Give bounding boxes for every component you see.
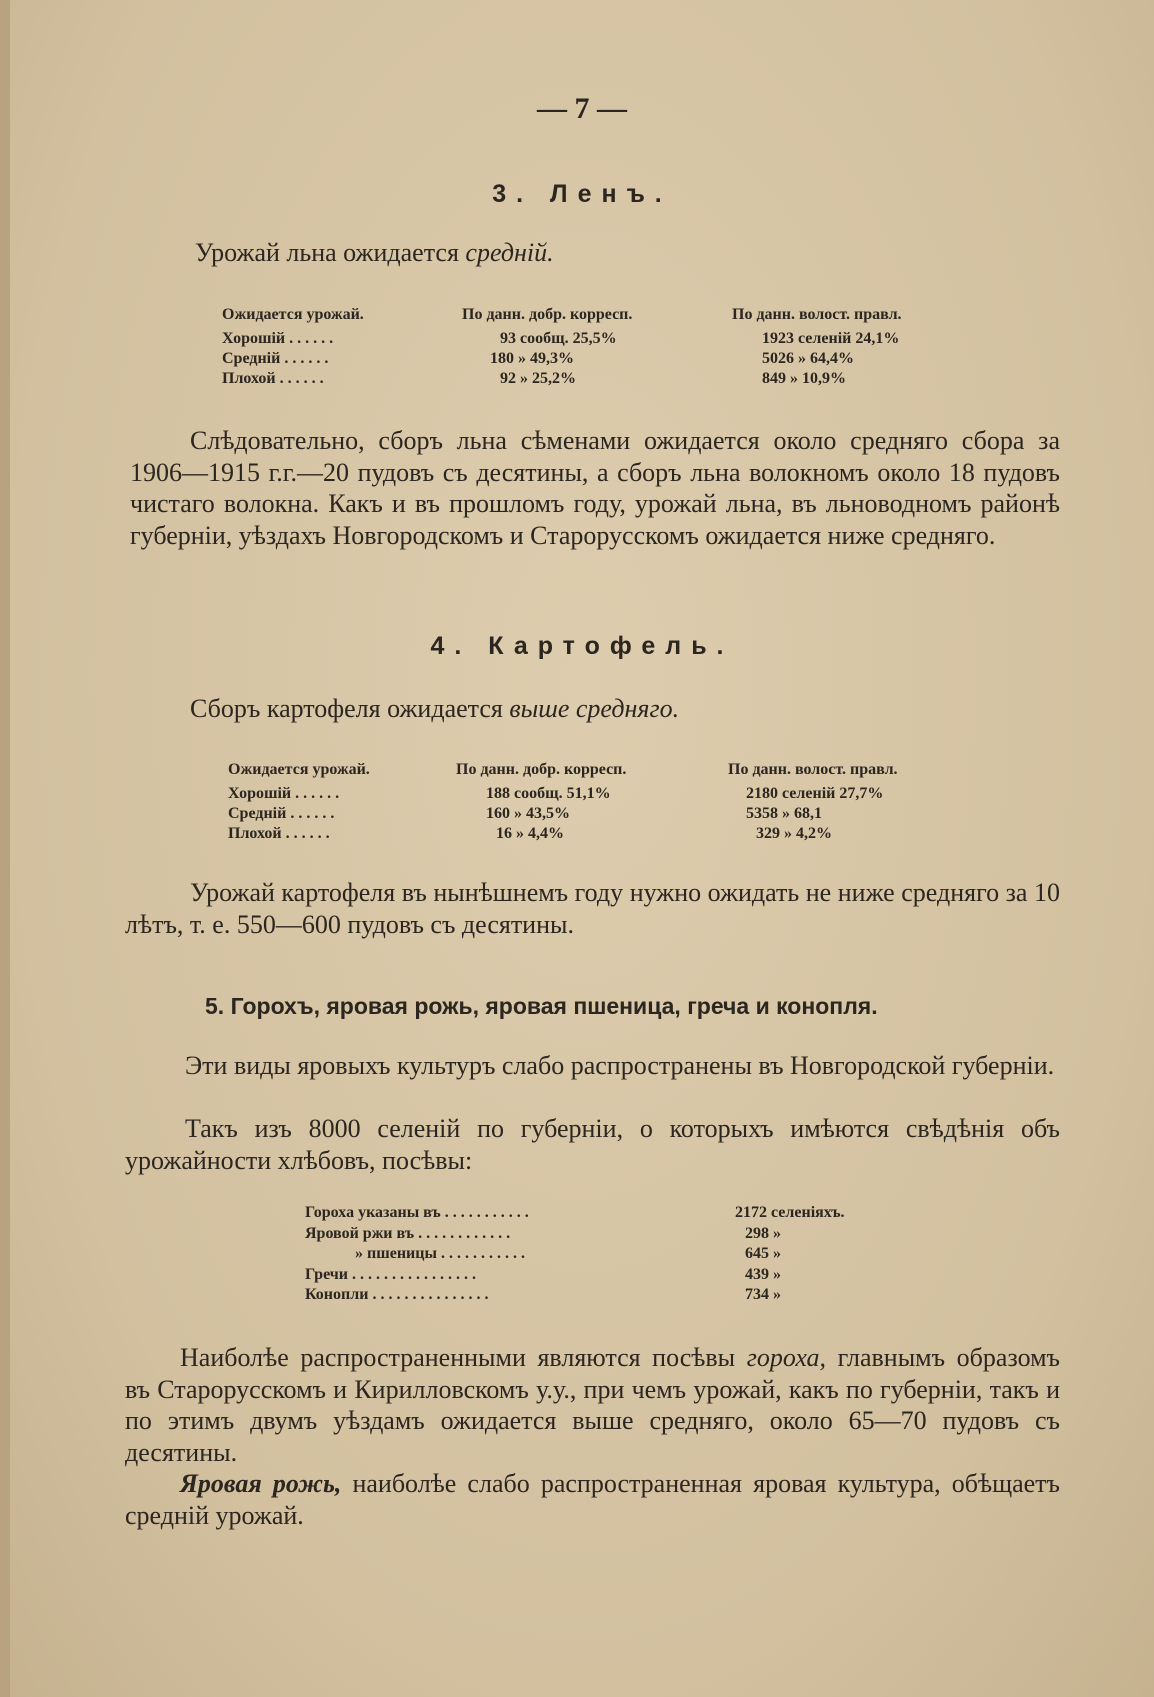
row-correspondents: 160 » 43,5%: [486, 805, 570, 822]
section-5-paragraph-1: Эти виды яровыхъ культуръ слабо распространены въ Новгородской губерніи.: [185, 1051, 1055, 1080]
row-volost: 329 » 4,2%: [756, 825, 832, 842]
row-label: Плохой . . . . . .: [228, 825, 330, 842]
sown-label: » пшеницы . . . . . . . . . . .: [355, 1245, 525, 1262]
section-4-title: 4. Картофель.: [430, 632, 734, 660]
section-5-paragraph-2: Такъ изъ 8000 селеній по губерніи, о которыхъ имѣются свѣдѣнія объ урожайности хлѣбовъ, посѣвы:: [125, 1114, 1060, 1175]
page-number: — 7 —: [537, 92, 627, 125]
intro-emphasis: средній.: [465, 238, 554, 267]
section-5-paragraph-3: [125, 1342, 1060, 1468]
sown-value: 645 »: [745, 1245, 781, 1262]
row-volost: 2180 селеній 27,7%: [746, 785, 884, 802]
table-row: [228, 804, 998, 824]
header-volost: По данн. волост. правл.: [732, 306, 902, 323]
row-label: Плохой . . . . . .: [222, 370, 324, 387]
section-5-paragraph-4: [125, 1468, 1060, 1531]
row-label: Средній . . . . . .: [228, 805, 335, 822]
section-4-table: [228, 760, 998, 844]
sown-label: Гороха указаны въ . . . . . . . . . . .: [305, 1204, 529, 1221]
sown-label: Яровой ржи въ . . . . . . . . . . . .: [305, 1224, 511, 1242]
paragraph-text: главнымъ образомъ въ Старорусскомъ и Кирилловскомъ у.у., при чемъ урожай, какъ по губерніи, такъ и по этимъ двумъ уѣздамъ ожидается выше средняго, около 65—70 пудовъ съ десятины.: [125, 1343, 1060, 1467]
row-correspondents: 93 сообщ. 25,5%: [500, 330, 617, 347]
row-volost: 5358 » 68,1: [746, 805, 822, 822]
header-expected: Ожидается урожай.: [228, 761, 370, 778]
row-correspondents: 16 » 4,4%: [496, 825, 564, 842]
section-4-paragraph: Урожай картофеля въ нынѣшнемъ году нужно ожидать не ниже средняго за 10 лѣтъ, т. е. 550—600 пудовъ съ десятины.: [125, 878, 1060, 939]
section-4-intro: [190, 693, 990, 725]
intro-text: Сборъ картофеля ожидается: [190, 694, 510, 723]
paragraph-emphasis: Яровая рожь,: [180, 1469, 342, 1498]
section-3-title: 3. Ленъ.: [492, 180, 672, 208]
intro-emphasis: выше средняго.: [509, 694, 680, 723]
row-label: Хорошій . . . . . .: [228, 785, 340, 802]
row-correspondents: 180 » 49,3%: [490, 350, 574, 367]
table-row: [222, 349, 992, 369]
section-3-table: [222, 305, 992, 389]
row-label: Хорошій . . . . . .: [222, 330, 334, 347]
header-correspondents: По данн. добр. корресп.: [456, 761, 627, 778]
paragraph-emphasis: гороха,: [746, 1343, 827, 1372]
table-header-row: [228, 760, 998, 784]
sown-value: 734 »: [745, 1286, 781, 1303]
header-volost: По данн. волост. правл.: [728, 761, 898, 778]
sown-value: 439 »: [745, 1265, 781, 1283]
header-correspondents: По данн. добр. корресп.: [462, 306, 633, 323]
paragraph-text: наиболѣе слабо распространенная яровая культура, обѣщаетъ средній урожай.: [125, 1469, 1060, 1530]
section-3-paragraph: Слѣдовательно, сборъ льна сѣменами ожидается около средняго сбора за 1906—1915 г.г.—20 пудовъ съ десятины, а сборъ льна волокномъ около 18 пудовъ чистаго волокна. Какъ и въ прошломъ году, урожай льна, въ льноводномъ районѣ губерніи, уѣздахъ Новгородскомъ и Старорусскомъ ожидается ниже средняго.: [130, 426, 1060, 550]
sown-value: 2172 селеніяхъ.: [735, 1204, 845, 1221]
row-correspondents: 188 сообщ. 51,1%: [486, 785, 611, 802]
header-expected: Ожидается урожай.: [222, 306, 364, 323]
table-header-row: [222, 305, 992, 329]
section-3-intro: [195, 237, 995, 269]
table-row: [228, 824, 998, 844]
row-volost: 1923 селеній 24,1%: [762, 330, 900, 347]
section-5-title: 5. Горохъ, яровая рожь, яровая пшеница, греча и конопля.: [205, 993, 878, 1019]
paragraph-text: Наиболѣе распространенными являются посѣвы: [180, 1343, 747, 1372]
row-correspondents: 92 » 25,2%: [500, 370, 576, 387]
table-row: [228, 784, 998, 804]
table-row: [222, 329, 992, 349]
sown-value: 298 »: [745, 1224, 781, 1242]
row-volost: 5026 » 64,4%: [762, 350, 854, 367]
intro-text: Урожай льна ожидается: [195, 238, 466, 267]
table-row: [222, 369, 992, 389]
sown-label: Гречи . . . . . . . . . . . . . . . .: [305, 1265, 477, 1283]
sown-label: Конопли . . . . . . . . . . . . . . .: [305, 1286, 489, 1303]
row-label: Средній . . . . . .: [222, 350, 329, 367]
row-volost: 849 » 10,9%: [762, 370, 846, 387]
